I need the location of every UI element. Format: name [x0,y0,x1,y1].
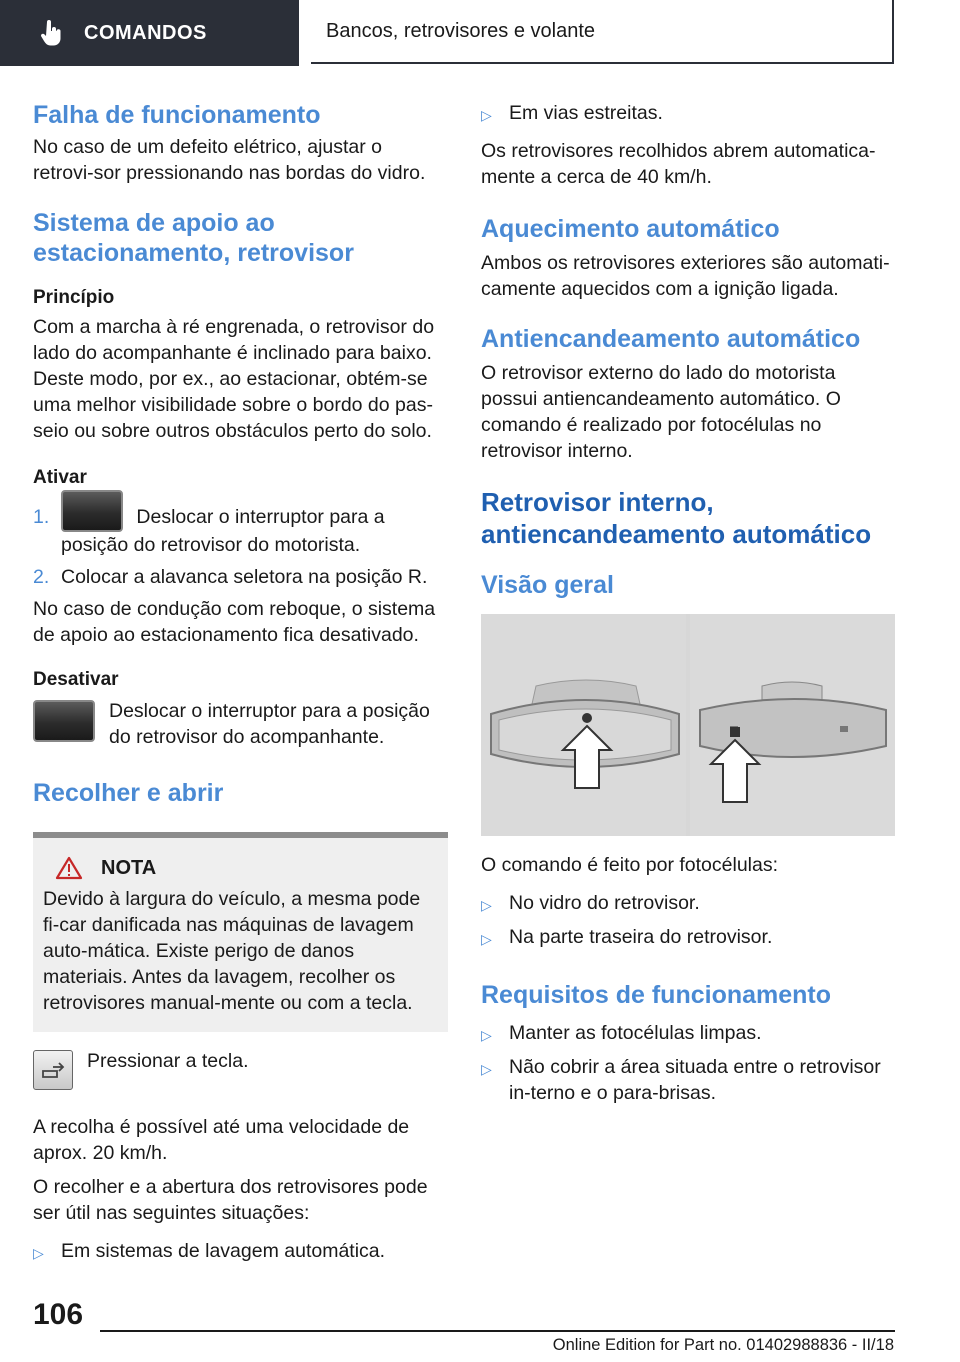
activate-step [33,504,448,558]
requirements-heading: Requisitos de funcionamento [481,981,832,1009]
malfunction-text: No caso de um defeito elétrico, ajustar o retrovi-sor pressionando nas bordas do vidro. [33,136,426,184]
speed-text: A recolha é possível até uma velocidade de aprox. 20 km/h. [33,1116,410,1164]
deactivate-heading: Desativar [33,669,119,690]
bullet-icon: ▷ [481,931,492,947]
left-column [33,100,448,1272]
list-item-text: Não cobrir a área situada entre o retrovisor in-terno e o para-brisas. [509,1056,881,1104]
mirror-switch-icon [33,700,95,742]
note-box [33,832,448,1032]
useful-text: O recolher e a abertura dos retrovisores pode ser útil nas seguintes situações: [33,1176,428,1224]
section-title: Bancos, retrovisores e volante [326,19,596,42]
deactivate-row [33,698,448,750]
fold-mirror-button-icon [33,1050,73,1090]
mirror-rear-panel [690,614,895,836]
malfunction-heading: Falha de funcionamento [33,101,321,129]
fold-heading: Recolher e abrir [33,779,224,807]
hand-pointer-icon [40,20,62,46]
warning-triangle-icon [55,856,83,880]
reopen-text: Os retrovisores recolhidos abrem automatica-mente a cerca de 40 km/h. [481,140,876,188]
note-title [55,856,436,880]
mirror-front-panel [481,614,686,836]
antiglare-heading: Antiencandeamento automático [481,325,861,353]
bullet-icon: ▷ [481,107,492,123]
activate-heading: Ativar [33,467,87,488]
interior-mirror-illustration [481,614,895,836]
page-number: 106 [33,1298,84,1331]
parking-heading-line1: Sistema de apoio ao [33,209,275,237]
list-item [481,1020,895,1048]
heating-text: Ambos os retrovisores exteriores são automati-camente aquecidos com a ignição ligada. [481,252,890,300]
right-column [481,100,895,1112]
list-item [481,924,895,952]
principle-heading: Princípio [33,287,115,308]
bullet-icon: ▷ [481,1027,492,1043]
heating-heading: Aquecimento automático [481,215,780,243]
bullet-icon: ▷ [481,897,492,913]
list-item-text: Na parte traseira do retrovisor. [509,926,773,948]
interior-mirror-heading-line1: Retrovisor interno, [481,487,714,517]
list-item-text: Em sistemas de lavagem automática. [61,1240,386,1262]
list-item [481,890,895,918]
step-text: Colocar a alavanca seletora na posição R. [61,566,428,588]
chapter-title: COMANDOS [84,21,207,44]
list-item-text: No vidro do retrovisor. [509,892,700,914]
step-text: Deslocar o interruptor para a posição do retrovisor do motorista. [61,506,385,556]
towing-text: No caso de condução com reboque, o sistema de apoio ao estacionamento fica desativado. [33,598,436,646]
overview-heading: Visão geral [481,571,614,599]
interior-mirror-heading-line2: antiencandeamento automático [481,519,872,549]
footer-edition: Online Edition for Part no. 01402988836 - II/18 [552,1336,894,1354]
mirror-switch-icon [61,490,123,532]
list-item [481,1054,895,1106]
bullet-icon: ▷ [33,1245,44,1261]
note-text: Devido à largura do veículo, a mesma pode fi-car danificada nas máquinas de lavagem auto-mática. Existe perigo de danos materiais. Antes da lavagem, recolher os retrovisores manual-mente ou com a tecla. [43,888,421,1014]
list-item [481,100,895,128]
mirror-front-image [481,614,686,836]
activate-step [33,564,448,590]
press-text: Pressionar a tecla. [87,1050,249,1072]
parking-heading-line2: estacionamento, retrovisor [33,239,354,267]
list-item-text: Manter as fotocélulas limpas. [509,1022,762,1044]
photocell-text: O comando é feito por fotocélulas: [481,854,779,876]
page-header [0,0,960,66]
antiglare-text: O retrovisor externo do lado do motorista possui antiencandeamento automático. O comando é realizado por fotocélulas no retrovisor interno. [481,362,841,462]
step-number: 2. [33,566,50,588]
list-item [33,1238,448,1266]
note-label: NOTA [101,856,157,879]
principle-text: Com a marcha à ré engrenada, o retrovisor do lado do acompanhante é inclinado para baixo. Deste modo, por ex., ao estacionar, obtém-se uma melhor visibilidade sobre o bordo do pas-seio ou sobre outros obstáculos perto do solo. [33,316,435,442]
list-item-text: Em vias estreitas. [509,102,663,124]
press-row [33,1048,448,1090]
bullet-icon: ▷ [481,1061,492,1077]
section-tab [311,0,894,64]
step-number: 1. [33,506,50,528]
footer-divider [100,1330,895,1332]
chapter-tab [0,0,299,66]
fold-mirror-icon [39,1059,67,1081]
mirror-rear-image [690,614,895,836]
deactivate-text: Deslocar o interruptor para a posição do retrovisor do acompanhante. [109,700,430,748]
